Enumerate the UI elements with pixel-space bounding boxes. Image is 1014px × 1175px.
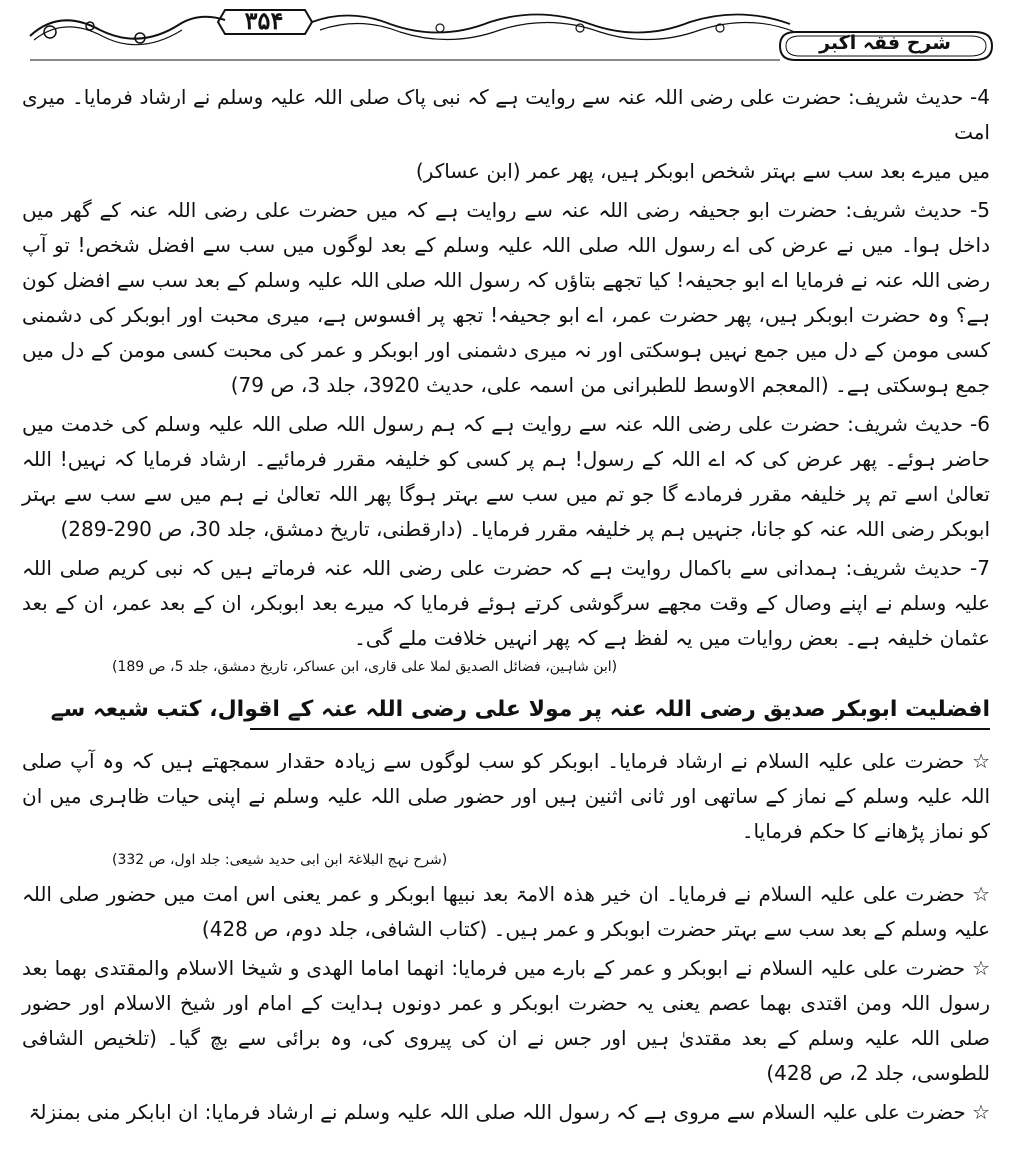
- page-header: [20, 2, 1002, 62]
- shia-quote-1-reference: (شرح نہج البلاغۃ ابن ابی حدید شیعی: جلد اول، ص 332): [112, 852, 448, 868]
- section-heading-block: [22, 688, 990, 738]
- page-body: [22, 80, 990, 1130]
- hadith-4-line-2: میں میرے بعد سب سے بہتر شخص ابوبکر ہیں، پھر عمر (ابن عساکر): [415, 159, 990, 183]
- shia-quote-3: ☆ حضرت علی علیہ السلام نے ابوبکر و عمر کے بارے میں فرمایا: انھما اماما الھدی و شیخا الاسلام والمقتدی بھما بعد رسول اللہ ومن اقتدی بھما عصم یعنی یہ حضرت ابوبکر و عمر دونوں ہدایت کے امام اور شیخ الاسلام اور حضور صلی اللہ علیہ وسلم کے بعد مقتدیٰ ہیں اور جس نے ان کی پیروی کی، وہ برائی سے بچ گیا۔ (تلخیص الشافی للطوسی، جلد 2، ص 428): [22, 956, 990, 1085]
- shia-quote-1: ☆ حضرت علی علیہ السلام نے ارشاد فرمایا۔ ابوبکر کو سب لوگوں سے زیادہ حقدار سمجھتے ہیں کہ وہ آپ صلی اللہ علیہ وسلم کے نماز کے ساتھی اور ثانی اثنین ہیں اور حضور صلی اللہ علیہ وسلم نے اپنی حیات ظاہری میں ان کو نماز پڑھانے کا حکم فرمایا۔: [22, 749, 990, 843]
- heading-underline: [250, 728, 990, 730]
- page-number: ۳۵۴: [244, 6, 284, 35]
- shia-quote-2: ☆ حضرت علی علیہ السلام نے فرمایا۔ ان خیر ھذہ الامۃ بعد نبیھا ابوبکر و عمر یعنی اس امت میں حضور صلی اللہ علیہ وسلم کے بعد سب سے بہتر حضرت ابوبکر و عمر ہیں۔ (کتاب الشافی، جلد دوم، ص 428): [22, 882, 990, 941]
- section-heading: افضلیت ابوبکر صدیق رضی اللہ عنہ پر مولا علی رضی اللہ عنہ کے اقوال، کتب شیعہ سے: [50, 697, 990, 722]
- shia-quote-4: ☆ حضرت علی علیہ السلام سے مروی ہے کہ رسول اللہ صلی اللہ علیہ وسلم نے ارشاد فرمایا: ان ابابکر منی بمنزلۃ: [28, 1100, 990, 1124]
- running-title: شرح فقہ اکبر: [819, 32, 951, 54]
- hadith-6: 6- حدیث شریف: حضرت علی رضی اللہ عنہ سے روایت ہے کہ ہم رسول اللہ صلی اللہ علیہ وسلم کی خدمت میں حاضر ہوئے۔ پھر عرض کی کہ اے اللہ کے رسول! ہم پر کسی کو خلیفہ مقرر فرمائیے۔ ارشاد فرمایا کہ نہیں! اللہ تعالیٰ اسے تم پر خلیفہ مقرر فرمادے گا جو تم میں سب سے بہتر ہوگا پھر اللہ تعالیٰ نے ہم میں سے سب سے بہتر ابوبکر رضی اللہ عنہ کو جانا، جنہیں ہم پر خلیفہ مقرر فرمایا۔ (دارقطنی، تاریخ دمشق، جلد 30، ص 290-289): [22, 412, 990, 541]
- hadith-4-line-1: 4- حدیث شریف: حضرت علی رضی اللہ عنہ سے روایت ہے کہ نبی پاک صلی اللہ علیہ وسلم نے ارشاد فرمایا۔ میری امت: [22, 85, 990, 144]
- hadith-7-reference: (ابن شاہین، فضائل الصدیق لملا علی قاری، ابن عساکر، تاریخ دمشق، جلد 5، ص 189): [112, 659, 618, 675]
- hadith-5: 5- حدیث شریف: حضرت ابو جحیفہ رضی اللہ عنہ سے روایت ہے کہ میں حضرت علی رضی اللہ عنہ کے گھر میں داخل ہوا۔ میں نے عرض کی اے رسول اللہ صلی اللہ علیہ وسلم کے بعد لوگوں میں سب سے افضل شخص! تو آپ رضی اللہ عنہ نے فرمایا اے ابو جحیفہ! کیا تجھے بتاؤں کہ رسول اللہ صلی اللہ علیہ وسلم کے بعد سب سے افضل کون ہے؟ وہ حضرت ابوبکر ہیں، پھر حضرت عمر، اے ابو جحیفہ! تجھ پر افسوس ہے، میری محبت اور ابوبکر کی دشمنی کسی مومن کے دل میں جمع نہیں ہوسکتی اور نہ میری دشمنی اور ابوبکر و عمر کی محبت کسی مومن کے دل میں جمع ہوسکتی ہے۔ (المعجم الاوسط للطبرانی من اسمہ علی، حدیث 3920، جلد 3، ص 79): [22, 198, 990, 397]
- hadith-7: 7- حدیث شریف: ہمدانی سے باکمال روایت ہے کہ حضرت علی رضی اللہ عنہ فرماتے ہیں کہ نبی کریم صلی اللہ علیہ وسلم نے اپنے وصال کے وقت مجھے سرگوشی کرتے ہوئے فرمایا کہ میرے بعد ابوبکر، ان کے بعد عمر، ان کے بعد عثمان خلیفہ ہے۔ بعض روایات میں یہ لفظ ہے کہ پھر انہیں خلافت ملے گی۔: [22, 556, 990, 650]
